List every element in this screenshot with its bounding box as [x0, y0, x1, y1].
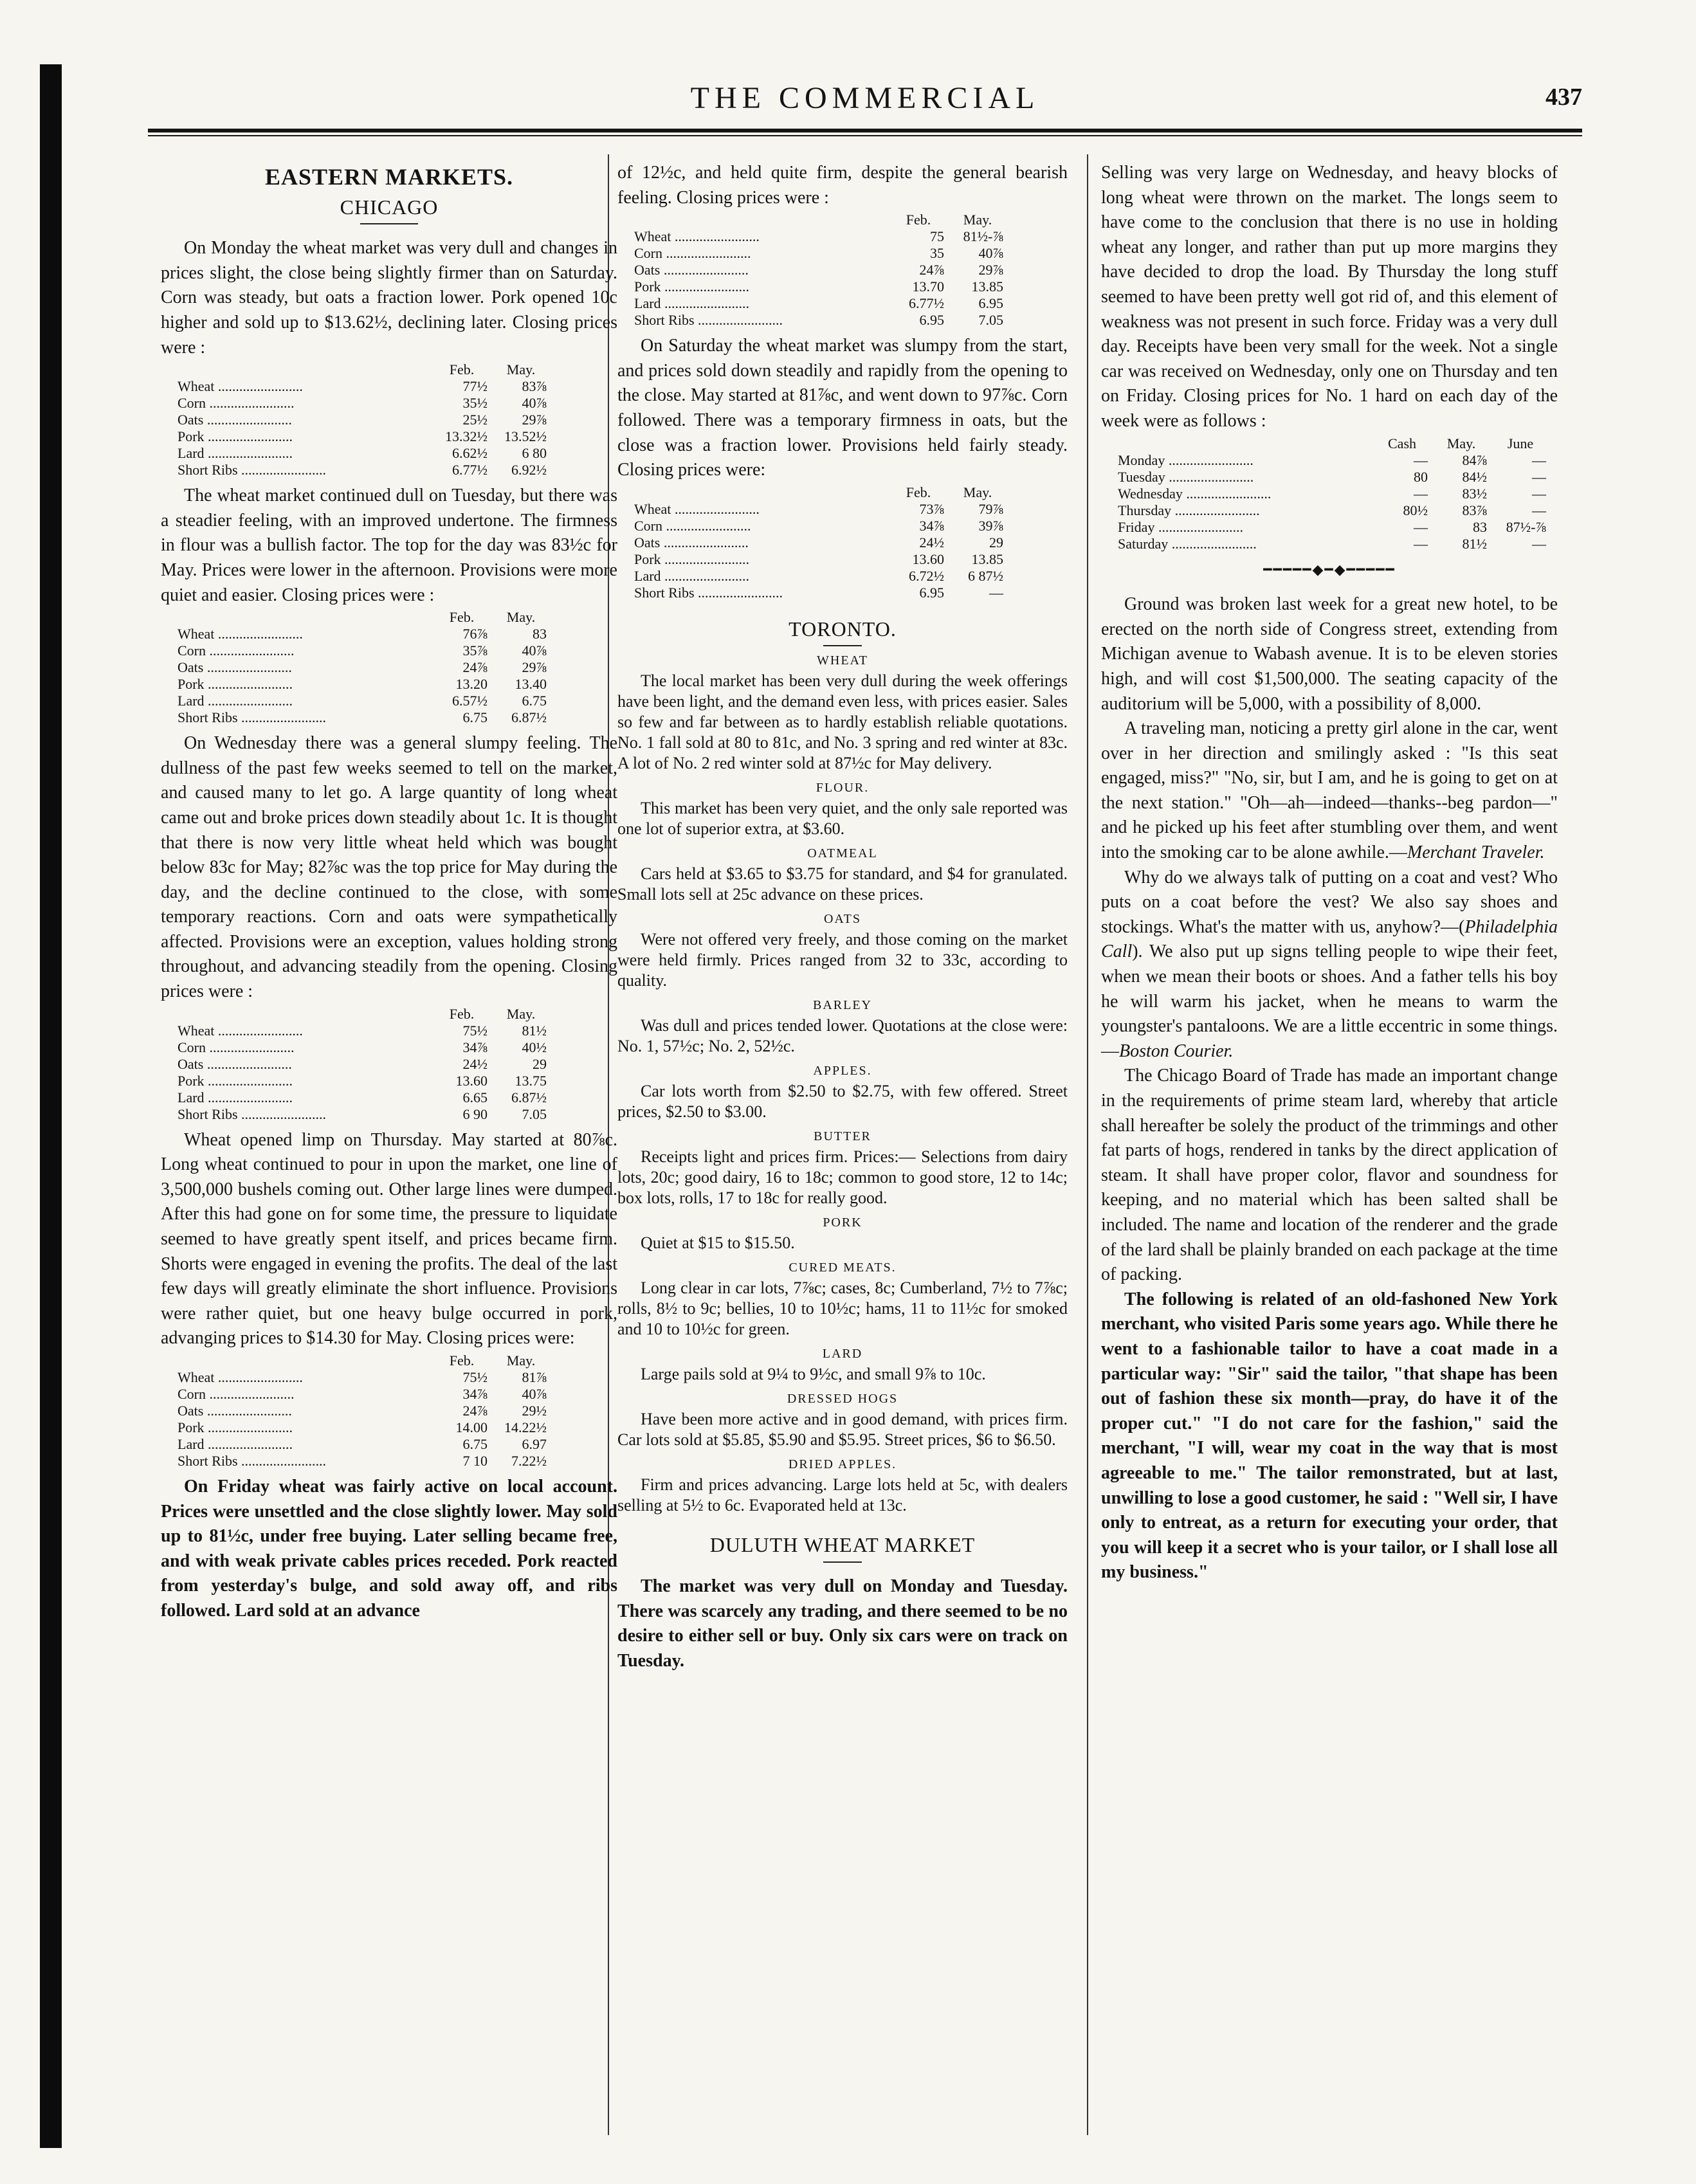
paragraph: The wheat market continued dull on Tuesday, but there was a steadier feeling, with an improved undertone. The firmness in flour was a bullish factor. The top for the day was 83½c for May. Prices were lower in the afternoon. Provisions were more quiet and easier. Closing prices were : — [161, 486, 617, 605]
table-cell: — — [1532, 502, 1546, 518]
table-cell: 34⅞ — [462, 1386, 488, 1402]
table-cell: 13.70 — [912, 278, 944, 295]
table-column-header: May. — [506, 1005, 536, 1022]
table-cell: 84½ — [1462, 468, 1487, 485]
publication-title: THE COMMERCIAL — [690, 81, 1040, 115]
table-cell: 83⅞ — [522, 378, 547, 395]
table-cell: 83 — [1473, 518, 1487, 535]
subheading-toronto: TORONTO. — [789, 617, 897, 641]
table-cell: 24⅞ — [462, 1403, 488, 1419]
table-row — [174, 428, 551, 445]
table-cell: 7.22½ — [511, 1453, 547, 1469]
table-row-label: Short Ribs ........................ — [178, 462, 327, 478]
table-row — [174, 378, 551, 395]
table-cell: — — [1532, 485, 1546, 502]
paragraph: Receipts light and prices firm. Prices:— Selections from dairy lots, 20c; good dairy, 16 to 18c; common to good store, 12 to 14c; box lots, rolls, 17 to 18c for really good. — [617, 1147, 1068, 1208]
table-column-header: Feb. — [449, 1005, 475, 1022]
table-row — [1114, 536, 1550, 552]
page-header — [148, 80, 1582, 125]
market-heading-pork: PORK — [823, 1215, 862, 1230]
paragraph: Selling was very large on Wednesday, and heavy blocks of long wheat were thrown on the market. The longs seem to have come to the conclusion that there is no use in holding wheat any longer, and rather than put up more margins they have decided to drop the load. By Thursday the long stuff seemed to have been pretty well got rid of, and this element of weakness was not present in such force. Friday was a very dull day. Receipts have been very small for the week. Not a single car was received on Wednesday, only one on Thursday and ten on Friday. Closing prices for No. 1 hard on each day of the week were as follows : — [1101, 163, 1558, 431]
paragraph: Large pails sold at 9¼ to 9½c, and small 9⅞ to 10c. — [641, 1365, 986, 1384]
table-row — [174, 642, 551, 659]
subheading-rule — [360, 223, 418, 224]
table-row-label: Corn ........................ — [178, 1039, 295, 1055]
paragraph: Long clear in car lots, 7⅞c; cases, 8c; Cumberland, 7½ to 7⅞c; rolls, 8½ to 9c; bellies, 10 to 10½c; hams, 11 to 11½c for smoked and 10 to 10½c for green. — [617, 1279, 1068, 1339]
table-row — [174, 659, 551, 676]
table-cell: 14.00 — [455, 1419, 488, 1435]
table-cell: 6.95 — [978, 295, 1003, 312]
table-row-label: Friday ........................ — [1118, 518, 1243, 535]
price-table — [174, 1006, 551, 1123]
table-cell: 40⅞ — [522, 642, 547, 659]
table-row — [630, 295, 1007, 312]
table-cell: 6.77½ — [909, 295, 944, 312]
table-cell: 81½ — [1462, 535, 1487, 552]
table-row — [1114, 486, 1550, 502]
table-cell: 6 87½ — [968, 567, 1003, 584]
table-row-label: Oats ........................ — [178, 412, 292, 428]
table-cell: 6.92½ — [511, 462, 547, 478]
price-table — [174, 609, 551, 726]
table-column-header: Feb. — [906, 484, 931, 500]
table-cell: 40⅞ — [978, 245, 1003, 262]
table-row-label: Short Ribs ........................ — [178, 1106, 327, 1122]
table-cell: 77½ — [462, 378, 488, 395]
table-column-header: Cash — [1388, 435, 1416, 451]
table-row-label: Corn ........................ — [634, 517, 751, 534]
price-table-duluth — [1114, 435, 1550, 552]
table-row — [174, 445, 551, 462]
table-cell: 6.57½ — [452, 693, 488, 709]
market-heading-flour: FLOUR. — [816, 781, 870, 796]
table-row-label: Short Ribs ........................ — [178, 709, 327, 726]
table-cell: 75 — [930, 228, 944, 245]
market-heading-oats: OATS — [823, 912, 861, 927]
column-1 — [161, 161, 617, 1624]
table-row-label: Lard ........................ — [178, 1089, 293, 1106]
table-cell: 6.97 — [522, 1436, 547, 1452]
table-row — [1114, 469, 1550, 486]
table-cell: 6.72½ — [909, 567, 944, 584]
table-row-label: Corn ........................ — [178, 395, 295, 412]
table-column-header: May. — [963, 484, 992, 500]
table-row — [630, 585, 1007, 601]
table-cell: 6.75 — [522, 693, 547, 709]
table-cell: 73⅞ — [919, 500, 944, 517]
table-row — [630, 228, 1007, 245]
table-row-label: Pork ........................ — [178, 676, 293, 693]
table-cell: 13.20 — [455, 676, 488, 693]
table-row — [174, 1403, 551, 1419]
paragraph: On Saturday the wheat market was slumpy from the start, and prices sold down steadily and rapidly from the opening to the close. May started at 81⅞c, and went down to 97⅞c. Corn followed. There was a temporary firmness in oats, but the close was a fraction lower. Provisions held fairly steady. Closing prices were: — [617, 336, 1068, 480]
table-column-header: May. — [506, 609, 536, 626]
table-row-label: Pork ........................ — [178, 1419, 293, 1435]
table-row — [174, 693, 551, 709]
market-heading-butter: BUTTER — [814, 1129, 871, 1144]
table-cell: — — [1414, 518, 1428, 535]
table-row — [630, 534, 1007, 551]
table-cell: 29⅞ — [522, 412, 547, 428]
market-heading-oatmeal: OATMEAL — [807, 846, 878, 861]
table-cell: 29½ — [522, 1403, 547, 1419]
header-rule — [148, 129, 1582, 132]
table-cell: 6.77½ — [452, 462, 488, 478]
table-cell: 14.22½ — [504, 1419, 547, 1435]
table-cell: 40⅞ — [522, 395, 547, 412]
table-cell: 7 10 — [462, 1453, 488, 1469]
table-column-header: May. — [506, 1352, 536, 1369]
table-row-label: Oats ........................ — [634, 534, 749, 551]
table-column-header: Feb. — [449, 361, 475, 378]
table-header-row — [630, 212, 1007, 228]
table-row-label: Wednesday ........................ — [1118, 485, 1272, 502]
price-table — [174, 1352, 551, 1470]
table-row-label: Short Ribs ........................ — [634, 312, 783, 329]
table-row — [1114, 452, 1550, 469]
table-row — [1114, 502, 1550, 519]
table-row — [630, 245, 1007, 262]
paragraph: A traveling man, noticing a pretty girl alone in the car, went over in her direction and smilingly asked : "Is this seat engaged, miss?" "No, sir, but I am, and he is going to get on at the next station." "Oh—ah—indeed—thanks--beg pardon—" and he picked up his feet after stumbling over them, and went into the smoking car to be alone awhile.—Merchant Traveler. — [1101, 718, 1558, 863]
table-column-header: June — [1507, 435, 1534, 451]
table-row — [174, 1039, 551, 1056]
paragraph: The local market has been very dull during the week offerings have been light, and the demand even less, with prices easier. Sales so few and far between as to hardly establish reliable quotations. No. 1 fall sold at 80 to 81c, and No. 3 spring and red winter at 83c. A lot of No. 2 red winter sold at 87½c for May delivery. — [617, 671, 1068, 773]
table-cell: 13.52½ — [504, 428, 547, 445]
table-cell: 13.85 — [971, 278, 1003, 295]
table-column-header: May. — [963, 212, 992, 228]
table-cell: 24½ — [919, 534, 944, 551]
market-heading-wheat: WHEAT — [817, 653, 868, 668]
table-row — [630, 312, 1007, 329]
table-cell: 81½ — [522, 1022, 547, 1039]
table-row-label: Saturday ........................ — [1118, 535, 1257, 552]
table-row-label: Lard ........................ — [178, 693, 293, 709]
table-cell: 6.95 — [919, 312, 944, 329]
table-row — [174, 1106, 551, 1123]
table-cell: 83 — [533, 626, 547, 642]
table-cell: 34⅞ — [462, 1039, 488, 1055]
table-header-row — [630, 484, 1007, 501]
paragraph: The market was very dull on Monday and Tuesday. There was scarcely any trading, and there seemed to be no desire to either sell or buy. Only six cars were on track on Tuesday. — [617, 1576, 1068, 1671]
table-row-label: Wheat ........................ — [634, 500, 760, 517]
table-row — [174, 1419, 551, 1436]
paragraph: Ground was broken last week for a great new hotel, to be erected on the north side of Congress street, extending from Michigan avenue to Wabash avenue. It is to be eleven stories high, and will cost $1,500,000. The seating capacity of the auditorium will be 5,000, with a possibility of 8,000. — [1101, 594, 1558, 714]
table-row — [630, 262, 1007, 278]
market-heading-barley: BARLEY — [813, 998, 872, 1013]
table-row — [174, 1436, 551, 1453]
table-cell: 83½ — [1462, 485, 1487, 502]
table-column-header: May. — [506, 361, 536, 378]
table-cell: 6 80 — [522, 445, 547, 462]
table-cell: 80 — [1414, 468, 1428, 485]
table-row — [174, 1453, 551, 1470]
paragraph: Wheat opened limp on Thursday. May started at 80⅞c. Long wheat continued to pour in upon the market, one line of 3,500,000 bushels coming out. Other large lines were dumped. After this had gone on for some time, the pressure to liquidate seemed to have greatly spent itself, and prices became firm. Shorts were engaged in evening the profits. The deal of the last few days will greatly eliminate the short influence. Provisions were rather quiet, but one heavy bulge occurred in pork, advanging prices to $14.30 for May. Closing prices were: — [161, 1129, 617, 1349]
price-table — [174, 361, 551, 478]
table-cell: 79⅞ — [978, 500, 1003, 517]
table-row-label: Lard ........................ — [634, 567, 750, 584]
table-cell: 83⅞ — [1462, 502, 1487, 518]
table-row-label: Oats ........................ — [178, 659, 292, 676]
table-cell: 24½ — [462, 1055, 488, 1072]
table-row — [630, 501, 1007, 518]
table-row-label: Pork ........................ — [634, 551, 750, 567]
table-row-label: Lard ........................ — [634, 295, 750, 312]
table-cell: 13.40 — [515, 676, 547, 693]
table-row — [174, 1073, 551, 1089]
table-row-label: Pork ........................ — [634, 278, 750, 295]
table-row — [630, 278, 1007, 295]
table-cell: 87½-⅞ — [1506, 518, 1546, 535]
table-cell: 35⅞ — [462, 642, 488, 659]
table-header-row — [174, 609, 551, 626]
table-cell: 24⅞ — [919, 262, 944, 278]
table-row-label: Lard ........................ — [178, 1436, 293, 1452]
table-cell: 81½-⅞ — [963, 228, 1003, 245]
table-cell: 40½ — [522, 1039, 547, 1055]
table-cell: 13.60 — [912, 551, 944, 567]
table-cell: 6 90 — [462, 1106, 488, 1122]
table-cell: — — [989, 584, 1003, 601]
table-cell: 6.87½ — [511, 1089, 547, 1106]
table-row-label: Pork ........................ — [178, 428, 293, 445]
market-heading-cured-meats: CURED MEATS. — [789, 1260, 897, 1275]
market-heading-dressed-hogs: DRESSED HOGS — [787, 1392, 898, 1406]
table-row — [174, 462, 551, 478]
table-row-label: Tuesday ........................ — [1118, 468, 1254, 485]
table-cell: 29⅞ — [978, 262, 1003, 278]
market-heading-apples: APPLES. — [813, 1064, 872, 1078]
table-cell: 39⅞ — [978, 517, 1003, 534]
market-heading-dried-apples: DRIED APPLES. — [788, 1457, 897, 1472]
header-rule-thin — [148, 135, 1582, 136]
table-cell: 35½ — [462, 395, 488, 412]
table-cell: 84⅞ — [1462, 451, 1487, 468]
table-cell: — — [1532, 451, 1546, 468]
subheading-rule — [823, 645, 862, 646]
table-row — [174, 709, 551, 726]
table-row — [174, 1386, 551, 1403]
ornamental-divider: ━━━━━◆━◆━━━━━ — [1263, 561, 1396, 578]
table-row — [174, 1056, 551, 1073]
table-row — [174, 626, 551, 642]
table-row — [174, 676, 551, 693]
table-cell: 76⅞ — [462, 626, 488, 642]
paragraph: Quiet at $15 to $15.50. — [641, 1233, 795, 1253]
subheading-chicago: CHICAGO — [340, 195, 439, 219]
table-row — [1114, 519, 1550, 536]
paragraph: This market has been very quiet, and the only sale reported was one lot of superior extra, at $3.60. — [617, 799, 1068, 839]
table-cell: 81⅞ — [522, 1369, 547, 1385]
table-row-label: Wheat ........................ — [634, 228, 760, 245]
table-row — [174, 1023, 551, 1039]
table-cell: 29 — [989, 534, 1003, 551]
table-row-label: Monday ........................ — [1118, 451, 1254, 468]
column-divider-2 — [1087, 154, 1088, 2135]
paragraph: On Monday the wheat market was very dull and changes in prices slight, the close being slightly firmer than on Saturday. Corn was steady, but oats a fraction lower. Pork opened 10c higher and sold up to $13.62½, declining later. Closing prices were : — [161, 238, 617, 358]
paragraph: Was dull and prices tended lower. Quotations at the close were: No. 1, 57½c; No. 2, 52½c. — [617, 1016, 1068, 1056]
table-row-label: Lard ........................ — [178, 445, 293, 462]
paragraph: On Friday wheat was fairly active on local account. Prices were unsettled and the close slightly lower. May sold up to 81½c, under free buying. Later selling became free, and with weak private cables prices receded. Pork reacted from yesterday's bulge, and sold away off, and ribs followed. Lard sold at an advance — [161, 1477, 617, 1621]
table-header-row — [1114, 435, 1550, 452]
table-header-row — [174, 1006, 551, 1023]
table-row-label: Short Ribs ........................ — [634, 584, 783, 601]
section-heading-eastern-markets: EASTERN MARKETS. — [264, 164, 514, 190]
table-row-label: Wheat ........................ — [178, 626, 303, 642]
table-column-header: Feb. — [449, 609, 475, 626]
table-cell: 13.32½ — [445, 428, 488, 445]
paragraph: Firm and prices advancing. Large lots held at 5c, with dealers selling at 5½ to 6c. Evaporated held at 13c. — [617, 1475, 1068, 1515]
table-cell: 24⅞ — [462, 659, 488, 676]
table-header-row — [174, 361, 551, 378]
table-row — [174, 1369, 551, 1386]
table-cell: 6.65 — [462, 1089, 488, 1106]
paragraph: Were not offered very freely, and those coming on the market were held firmly. Prices ranged from 32 to 33c, according to quality. — [617, 930, 1068, 990]
table-row — [174, 1089, 551, 1106]
table-row-label: Wheat ........................ — [178, 378, 303, 395]
table-cell: — — [1414, 535, 1428, 552]
table-row — [630, 568, 1007, 585]
table-row-label: Corn ........................ — [178, 642, 295, 659]
table-cell: 75½ — [462, 1022, 488, 1039]
paragraph: Have been more active and in good demand, with prices firm. Car lots sold at $5.85, $5.90 and $5.95. Street prices, $6 to $6.50. — [617, 1410, 1068, 1450]
table-column-header: May. — [1446, 435, 1476, 451]
subheading-rule — [823, 1561, 862, 1563]
paragraph: of 12½c, and held quite firm, despite the general bearish feeling. Closing prices were : — [617, 163, 1068, 208]
price-table — [630, 484, 1007, 601]
table-cell: 29⅞ — [522, 659, 547, 676]
table-row — [174, 395, 551, 412]
table-cell: 40⅞ — [522, 1386, 547, 1402]
table-column-header: Feb. — [449, 1352, 475, 1369]
page-spine-shadow — [40, 64, 62, 2148]
column-2 — [617, 161, 1068, 1673]
column-3 — [1101, 161, 1558, 1585]
table-row-label: Pork ........................ — [178, 1072, 293, 1089]
page-number: 437 — [1546, 84, 1582, 111]
table-cell: 29 — [533, 1055, 547, 1072]
table-cell: — — [1414, 485, 1428, 502]
paragraph: The Chicago Board of Trade has made an important change in the requirements of prime steam lard, whereby that article shall hereafter be solely the product of the trimmings and other fat parts of hogs, rendered in tanks by the direct application of steam. It shall have proper color, flavor and soundness for keeping, and no material which has been salted shall be included. The name and location of the renderer and the grade of the lard shall be plainly branded on each package at the time of packing. — [1101, 1066, 1558, 1285]
table-row-label: Thursday ........................ — [1118, 502, 1260, 518]
table-row-label: Oats ........................ — [634, 262, 749, 278]
table-cell: 80½ — [1403, 502, 1428, 518]
price-table — [630, 212, 1007, 329]
table-cell: 13.60 — [455, 1072, 488, 1089]
table-cell: 7.05 — [978, 312, 1003, 329]
table-cell: 6.62½ — [452, 445, 488, 462]
table-cell: 75½ — [462, 1369, 488, 1385]
table-header-row — [174, 1352, 551, 1369]
table-row — [630, 518, 1007, 534]
table-cell: 25½ — [462, 412, 488, 428]
table-row-label: Oats ........................ — [178, 1055, 292, 1072]
paragraph: The following is related of an old-fashoned New York merchant, who visited Paris some years ago. While there he went to a fashionable tailor to have a coat made in a particular way: "Sir" said the tailor, "that shape has been out of fashion these six month—pray, do have it of the proper cut." "I do not care for the fashion," said the merchant, "I will, wear my coat in the way that is most agreeable to me." The tailor remonstrated, but at last, unwilling to lose a good customer, he said : "Well sir, I have only to entreat, as a return for executing your order, that you will keep it a secret who is your tailor, or I shall lose all my business." — [1101, 1289, 1558, 1583]
table-row-label: Oats ........................ — [178, 1403, 292, 1419]
table-cell: 35 — [930, 245, 944, 262]
table-cell: 6.95 — [919, 584, 944, 601]
table-row-label: Short Ribs ........................ — [178, 1453, 327, 1469]
table-cell: 6.87½ — [511, 709, 547, 726]
market-heading-lard: LARD — [822, 1347, 863, 1361]
table-row-label: Wheat ........................ — [178, 1369, 303, 1385]
table-cell: 7.05 — [522, 1106, 547, 1122]
paragraph: Car lots worth from $2.50 to $2.75, with few offered. Street prices, $2.50 to $3.00. — [617, 1082, 1068, 1122]
table-row-label: Corn ........................ — [634, 245, 751, 262]
table-row-label: Corn ........................ — [178, 1386, 295, 1402]
paragraph: On Wednesday there was a general slumpy feeling. The dullness of the past few weeks seemed to tell on the market, and caused many to let go. A large quantity of long wheat came out and broke prices down steadily about 1c. It is thought that there is now very little wheat held which was bought below 83c for May; 82⅞c was the top price for May during the day, and the decline continued to the close, with some temporary reactions. Corn and oats were sympathetically affected. Provisions were an exception, values holding strong throughout, and advancing steadily from the opening. Closing prices were : — [161, 733, 617, 1002]
table-row-label: Wheat ........................ — [178, 1022, 303, 1039]
table-cell: 13.85 — [971, 551, 1003, 567]
paragraph: Why do we always talk of putting on a coat and vest? Who puts on a coat before the vest? We also say shoes and stockings. What's the matter with us, anyhow?—(Philadelphia Call). We also put up signs telling people to wipe their feet, when we mean their boots or shoes. And a father tells his boy he will warm his jacket, when he means to warm the youngster's pantaloons. We are a little eccentric in some things.—Boston Courier. — [1101, 867, 1558, 1061]
table-cell: — — [1532, 535, 1546, 552]
table-cell: 6.75 — [462, 1436, 488, 1452]
table-cell: — — [1532, 468, 1546, 485]
table-cell: 13.75 — [515, 1072, 547, 1089]
table-cell: — — [1414, 451, 1428, 468]
table-cell: 34⅞ — [919, 517, 944, 534]
paragraph: Cars held at $3.65 to $3.75 for standard, and $4 for granulated. Small lots sell at 25c advance on these prices. — [617, 864, 1068, 904]
table-cell: 6.75 — [462, 709, 488, 726]
table-row — [174, 412, 551, 428]
table-row — [630, 551, 1007, 568]
table-column-header: Feb. — [906, 212, 931, 228]
subheading-duluth: DULUTH WHEAT MARKET — [709, 1533, 976, 1557]
